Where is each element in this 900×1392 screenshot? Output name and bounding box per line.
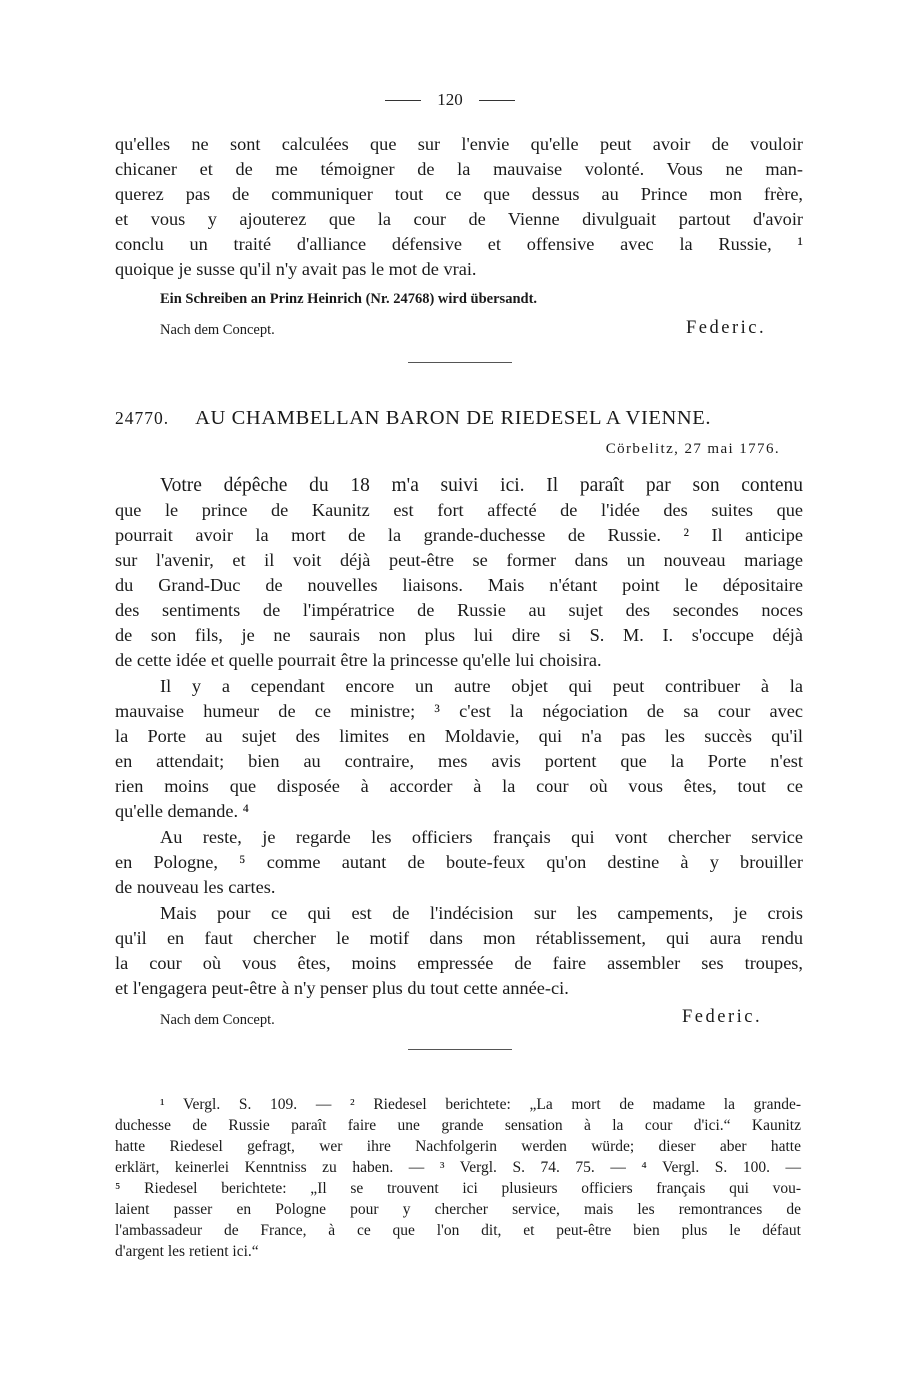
- text-line: la cour où vous êtes, moins empressée de faire assembler ses troupes,: [115, 953, 803, 973]
- footnote-line: ⁵ Riedesel berichtete: „Il se trouvent ici plusieurs officiers français qui vou-: [115, 1180, 801, 1197]
- enclosure-note: Ein Schreiben an Prinz Heinrich (Nr. 24768) wird übersandt.: [160, 291, 538, 307]
- section-divider: [408, 1049, 512, 1050]
- signature: Federic.: [686, 318, 767, 338]
- letter-title: AU CHAMBELLAN BARON DE RIEDESEL A VIENNE.: [195, 407, 712, 429]
- footnote-line: laient passer en Pologne pour y chercher service, mais les remontrances de: [115, 1201, 801, 1218]
- text-line: quoique je susse qu'il n'y avait pas le mot de vrai.: [115, 259, 477, 279]
- text-line: et vous y ajouterez que la cour de Vienne divulguait partout d'avoir: [115, 209, 803, 229]
- text-line: conclu un traité d'alliance défensive et offensive avec la Russie, ¹: [115, 234, 803, 254]
- text-line: Mais pour ce qui est de l'indécision sur les campements, je crois: [160, 903, 803, 923]
- text-line: de son fils, je ne saurais non plus lui dire si S. M. I. s'occupe déjà: [115, 625, 803, 645]
- text-line: Au reste, je regarde les officiers français qui vont chercher service: [160, 827, 803, 847]
- text-line: qu'elles ne sont calculées que sur l'envie qu'elle peut avoir de vouloir: [115, 134, 803, 154]
- text-line: de nouveau les cartes.: [115, 877, 276, 897]
- footnote-line: erklärt, keinerlei Kenntniss zu haben. — ³ Vergl. S. 74. 75. — ⁴ Vergl. S. 100. —: [115, 1159, 801, 1176]
- text-line: du Grand-Duc de nouvelles liaisons. Mais n'étant point le dépositaire: [115, 575, 803, 595]
- source-note: Nach dem Concept.: [160, 322, 275, 338]
- text-line: querez pas de communiquer tout ce que dessus au Prince mon frère,: [115, 184, 803, 204]
- header-rule-right: [479, 100, 515, 101]
- text-line: chicaner et de me témoigner de la mauvaise volonté. Vous ne man-: [115, 159, 803, 179]
- letter-number: 24770.: [115, 408, 170, 428]
- text-line: et l'engagera peut-être à n'y penser plus du tout cette année-ci.: [115, 978, 569, 998]
- text-line: pourrait avoir la mort de la grande-duchesse de Russie. ² Il anticipe: [115, 525, 803, 545]
- header-rule-left: [385, 100, 421, 101]
- page-header: [0, 88, 900, 112]
- text-line: qu'il en faut chercher le motif dans mon rétablissement, qui aura rendu: [115, 928, 803, 948]
- place-date: Cörbelitz, 27 mai 1776.: [605, 441, 780, 457]
- text-line: en Pologne, ⁵ comme autant de boute-feux qu'on destine à y brouiller: [115, 852, 803, 872]
- text-line: Votre dépêche du 18 m'a suivi ici. Il paraît par son contenu: [160, 475, 803, 496]
- text-line: de cette idée et quelle pourrait être la princesse qu'elle lui choisira.: [115, 650, 602, 670]
- footnote-line: ¹ Vergl. S. 109. — ² Riedesel berichtete: „La mort de madame la grande-: [160, 1096, 801, 1113]
- footnote-line: duchesse de Russie paraît faire une grande sensation à la cour d'ici.“ Kaunitz: [115, 1117, 801, 1134]
- text-line: qu'elle demande. ⁴: [115, 801, 250, 821]
- text-line: la Porte au sujet des limites en Moldavie, qui n'a pas les succès qu'il: [115, 726, 803, 746]
- text-line: que le prince de Kaunitz est fort affecté de l'idée des suites que: [115, 500, 803, 520]
- footnote-line: l'ambassadeur de France, à ce que l'on dit, et peut-être bien plus le défaut: [115, 1222, 801, 1239]
- footnote-line: d'argent les retient ici.“: [115, 1243, 259, 1260]
- letter-heading: [115, 404, 803, 432]
- text-line: Il y a cependant encore un autre objet qui peut contribuer à la: [160, 676, 803, 696]
- page-number: 120: [437, 90, 463, 109]
- text-line: des sentiments de l'impératrice de Russie au sujet des secondes noces: [115, 600, 803, 620]
- text-line: sur l'avenir, et il voit déjà peut-être se former dans un nouveau mariage: [115, 550, 803, 570]
- text-line: rien moins que disposée à accorder à la cour où vous êtes, tout ce: [115, 776, 803, 796]
- signature: Federic.: [682, 1007, 763, 1027]
- source-note: Nach dem Concept.: [160, 1012, 275, 1028]
- text-line: en attendait; bien au contraire, mes avis portent que la Porte n'est: [115, 751, 803, 771]
- footnote-line: hatte Riedesel gefragt, wer ihre Nachfolgerin werden würde; dieser aber hatte: [115, 1138, 801, 1155]
- section-divider: [408, 362, 512, 363]
- text-line: mauvaise humeur de ce ministre; ³ c'est la négociation de sa cour avec: [115, 701, 803, 721]
